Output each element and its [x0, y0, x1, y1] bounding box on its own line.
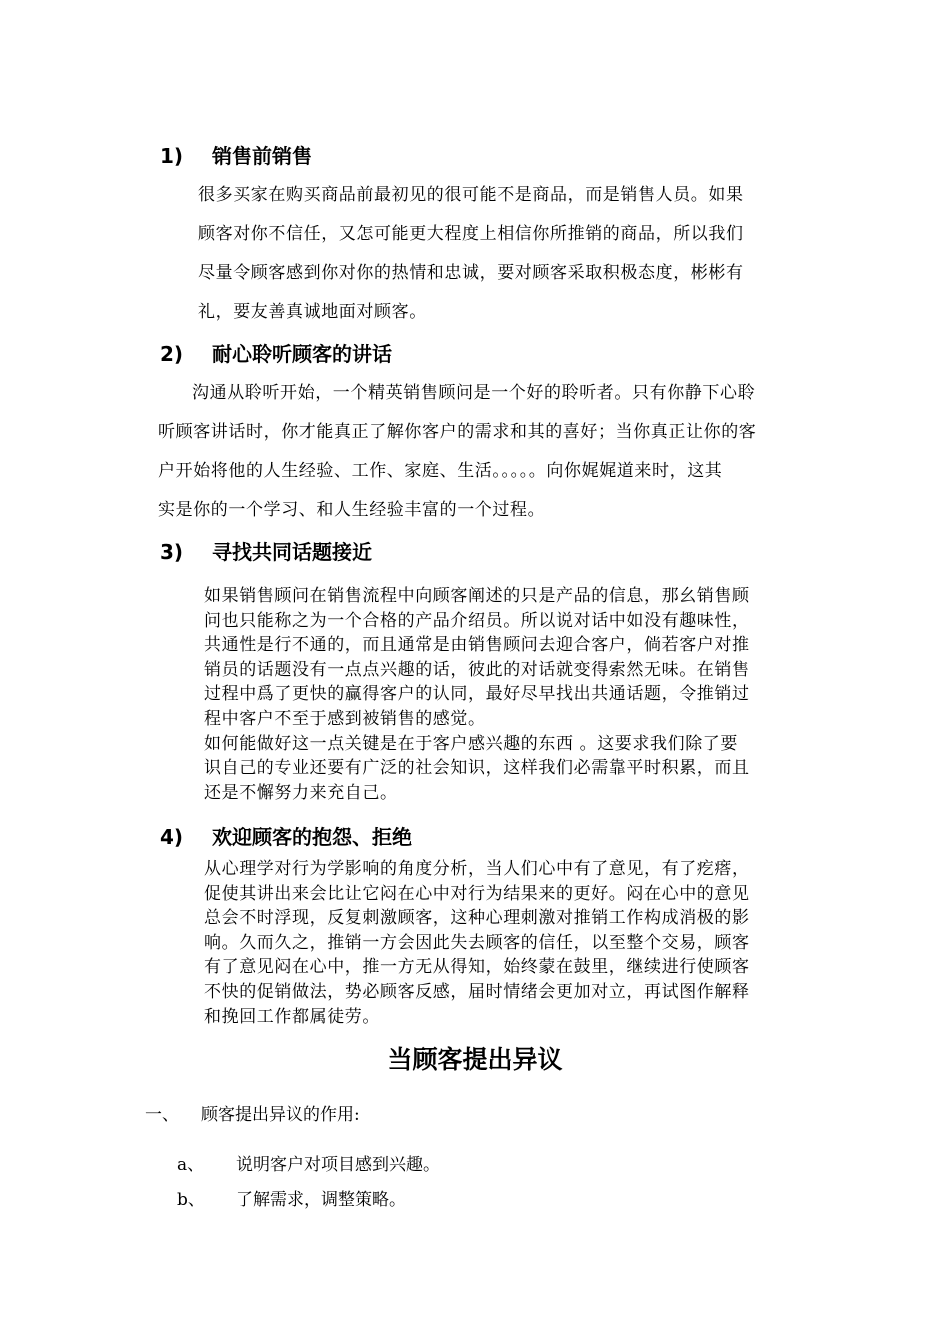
part-heading [145, 1100, 360, 1125]
paragraph-line: 从心理学对行为学影响的角度分析，当人们心中有了意见，有了疙瘩， [204, 859, 750, 879]
list-item [177, 1150, 440, 1175]
part-label: 顾客提出异议的作用: [201, 1105, 360, 1125]
paragraph-line: 实是你的一个学习、和人生经验丰富的一个过程。 [158, 500, 546, 520]
paragraph-line: 响。久而久之，推销一方会因此失去顾客的信任，以至整个交易，顾客 [204, 932, 750, 953]
section-paragraph-1 [198, 176, 744, 332]
section-number: 1) [160, 144, 184, 168]
section-number: 4) [160, 825, 184, 849]
section-number: 2) [160, 342, 184, 366]
paragraph-line: 和挽回工作都属徒劳。 [204, 1006, 380, 1027]
section-paragraph-2 [158, 374, 756, 530]
paragraph-line: 如何能做好这一点关键是在于客户感兴趣的东西 。这要求我们除了要 [204, 733, 739, 754]
list-marker: a、 [177, 1155, 205, 1175]
paragraph-line: 尽量令顾客感到你对你的热情和忠诚，要对顾客采取积极态度，彬彬有 [198, 263, 744, 283]
section-title: 欢迎顾客的抱怨、拒绝 [212, 825, 412, 849]
paragraph-line: 问也只能称之为一个合格的产品介绍员。所以说对话中如没有趣味性， [204, 610, 750, 631]
paragraph-line: 过程中爲了更快的赢得客户的认同，最好尽早找出共通话题，令推销过 [204, 684, 750, 705]
section-title: 寻找共同话题接近 [212, 540, 372, 564]
page-title: 当顾客提出异议 [387, 1045, 563, 1074]
paragraph-line: 销员的话题没有一点点兴趣的话，彼此的对话就变得索然无味。在销售 [204, 659, 750, 680]
paragraph-line: 不快的促销做法，势必顾客反感，届时情绪会更加对立，再试图作解释 [204, 981, 750, 1002]
paragraph-line: 听顾客讲话时，你才能真正了解你客户的需求和其的喜好；当你真正让你的客 [158, 422, 757, 442]
list-item [177, 1185, 406, 1210]
paragraph-line: 很多买家在购买商品前最初见的很可能不是商品，而是销售人员。如果 [198, 185, 744, 205]
section-heading-2 [160, 338, 392, 367]
section-heading-3 [160, 536, 372, 565]
section-paragraph-4 [204, 857, 750, 1029]
paragraph-line: 顾客对你不信任，又怎可能更大程度上相信你所推销的商品，所以我们 [198, 224, 744, 244]
paragraph-line: 户开始将他的人生经验、工作、家庭、生活。。。。。向你娓娓道来时，这其 [158, 461, 723, 481]
paragraph-line: 沟通从聆听开始，一个精英销售顾问是一个好的聆听者。只有你静下心聆 [192, 383, 756, 403]
section-title: 销售前销售 [212, 144, 312, 168]
paragraph-line: 总会不时浮现，反复刺激顾客，这种心理刺激对推销工作构成消极的影 [204, 908, 750, 929]
section-paragraph-3 [204, 584, 750, 805]
list-marker: b、 [177, 1190, 205, 1210]
section-title: 耐心聆听顾客的讲话 [212, 342, 392, 366]
list-item-text: 说明客户对项目感到兴趣。 [236, 1155, 440, 1175]
section-heading-4 [160, 821, 412, 850]
paragraph-line: 如果销售顾问在销售流程中向顾客阐述的只是产品的信息，那幺销售顾 [204, 586, 750, 606]
paragraph-line: 程中客户不至于感到被销售的感觉。 [204, 708, 486, 729]
paragraph-line: 共通性是行不通的，而且通常是由销售顾问去迎合客户，倘若客户对推 [204, 635, 750, 656]
paragraph-line: 还是不懈努力来充自己。 [204, 782, 398, 803]
list-item-text: 了解需求，调整策略。 [236, 1190, 406, 1210]
paragraph-line: 礼，要友善真诚地面对顾客。 [198, 302, 427, 322]
section-heading-1 [160, 140, 312, 169]
paragraph-line: 促使其讲出来会比让它闷在心中对行为结果来的更好。闷在心中的意见 [204, 883, 750, 904]
paragraph-line: 有了意见闷在心中，推一方无从得知，始终蒙在鼓里，继续进行使顾客 [204, 957, 750, 978]
part-number: 一、 [145, 1105, 179, 1125]
section-number: 3) [160, 540, 184, 564]
paragraph-line: 识自己的专业还要有广泛的社会知识，这样我们必需靠平时积累，而且 [204, 758, 750, 779]
